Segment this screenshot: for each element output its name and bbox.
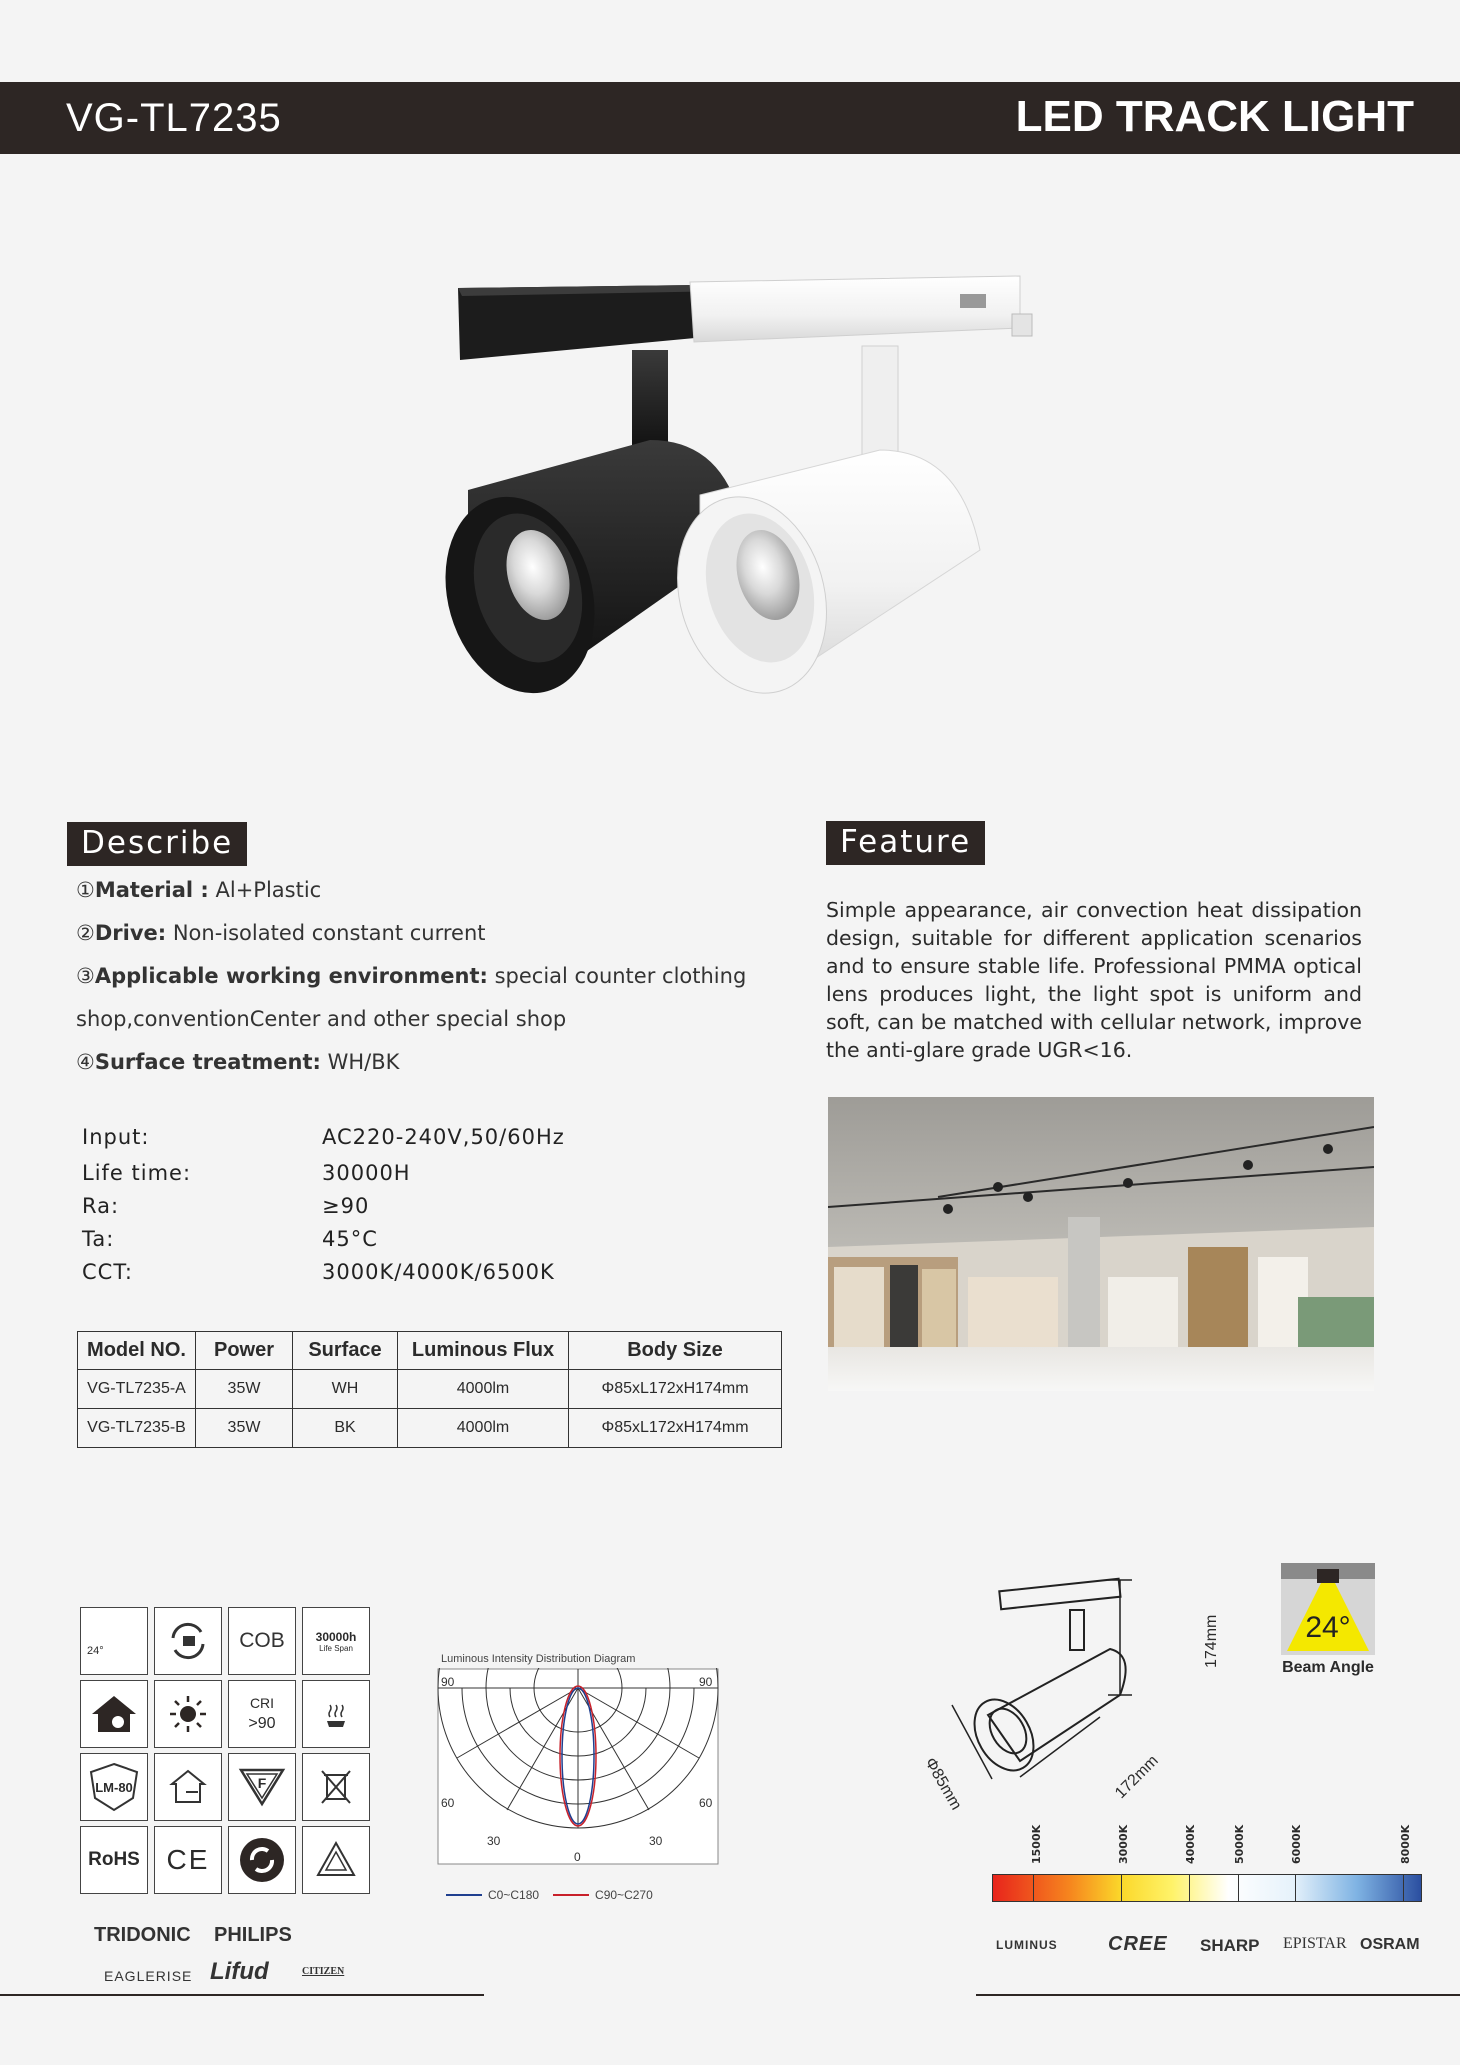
table-cell: 4000lm: [398, 1370, 569, 1409]
brand-philips: PHILIPS: [214, 1924, 292, 1946]
lm80-icon: [80, 1753, 148, 1821]
brand-osram: OSRAM: [1360, 1936, 1420, 1953]
desc-label: Surface treatment:: [94, 1050, 321, 1074]
desc-value: Non-isolated constant current: [166, 921, 486, 945]
cri-icon: [228, 1680, 296, 1748]
desc-surface: [76, 1050, 399, 1074]
recycle-icon: [302, 1826, 370, 1894]
f-mark-icon: [228, 1753, 296, 1821]
table-header: Model NO.: [78, 1332, 196, 1370]
rohs-label: RoHS: [88, 1849, 140, 1870]
spec-key-input: Input:: [82, 1125, 150, 1149]
model-table: [77, 1331, 782, 1448]
beam-angle-icon: [80, 1607, 148, 1675]
polar-label-0: 0: [574, 1850, 581, 1864]
table-cell: Φ85xL172xH174mm: [569, 1370, 782, 1409]
feature-heading: Feature: [826, 821, 985, 865]
polar-legend: [446, 1888, 653, 1902]
sun-icon: [154, 1680, 222, 1748]
spec-value-ra: ≥90: [322, 1194, 370, 1218]
lm80-label: LM-80: [95, 1779, 133, 1795]
beam-angle-label: Beam Angle: [1282, 1659, 1374, 1676]
polar-label-60-left: 60: [441, 1796, 455, 1810]
spec-key-cct: CCT:: [82, 1260, 133, 1284]
desc-num: ①: [76, 878, 95, 902]
table-cell: WH: [293, 1370, 398, 1409]
height-dimension: 174mm: [1203, 1614, 1220, 1668]
desc-label: Applicable working environment:: [94, 964, 488, 988]
brand-eaglerise: EAGLERISE: [104, 1968, 193, 1984]
table-cell: 4000lm: [398, 1409, 569, 1448]
c0-legend-label: C0~C180: [488, 1888, 540, 1902]
c0-legend-swatch: [446, 1894, 482, 1896]
table-cell: 35W: [196, 1409, 293, 1448]
product-image: [400, 270, 1040, 740]
polar-label-30-left: 30: [487, 1834, 501, 1848]
desc-value: Al+Plastic: [208, 878, 322, 902]
model-number: VG-TL7235: [66, 96, 282, 140]
desc-label: Drive:: [94, 921, 167, 945]
weee-bin-icon: [302, 1753, 370, 1821]
desc-value: WH/BK: [320, 1050, 400, 1074]
footer-line-right: [976, 1994, 1460, 1996]
application-photo: [828, 1097, 1374, 1391]
table-row: [78, 1370, 782, 1409]
table-header: Surface: [293, 1332, 398, 1370]
brand-sharp: SHARP: [1200, 1936, 1260, 1955]
cob-label: COB: [239, 1629, 285, 1652]
polar-title: Luminous Intensity Distribution Diagram: [441, 1653, 636, 1665]
cct-scale: [992, 1822, 1422, 1912]
desc-environment-cont: [76, 1007, 566, 1031]
lifespan-icon: [302, 1607, 370, 1675]
ce-icon: [154, 1826, 222, 1894]
lifespan-label: Life Span: [319, 1643, 353, 1653]
cct-tick-6000k: 6000K: [1290, 1824, 1303, 1864]
table-cell: Φ85xL172xH174mm: [569, 1409, 782, 1448]
cct-tick-1500k: 1500K: [1030, 1824, 1043, 1864]
c90-legend-swatch: [553, 1894, 589, 1896]
table-header-row: [78, 1332, 782, 1370]
cct-tick-8000k: 8000K: [1399, 1824, 1412, 1864]
desc-num: ③: [76, 964, 95, 988]
heat-dissipation-icon: [302, 1680, 370, 1748]
beam-angle-value: 24°: [1305, 1611, 1351, 1644]
product-category: LED TRACK LIGHT: [1015, 92, 1414, 141]
spec-value-ta: 45°C: [322, 1227, 378, 1251]
polar-plot: [437, 1668, 719, 1883]
brand-cree: CREE: [1108, 1933, 1168, 1955]
indoor-house-icon: [80, 1680, 148, 1748]
polar-label-90-left: 90: [441, 1675, 455, 1689]
table-cell: VG-TL7235-B: [78, 1409, 196, 1448]
header-bar: [0, 82, 1460, 154]
cct-tick-5000k: 5000K: [1233, 1824, 1246, 1864]
cri-label: CRI: [249, 1695, 275, 1711]
desc-label: Material :: [94, 878, 209, 902]
describe-heading: Describe: [67, 822, 247, 866]
brand-citizen: CITIZEN: [302, 1966, 345, 1977]
rotate-icon: [154, 1607, 222, 1675]
beam-angle-icon-label: 24°: [87, 1645, 104, 1657]
brand-luminus: LUMINUS: [996, 1938, 1058, 1952]
spec-key-lifetime: Life time:: [82, 1161, 192, 1185]
table-header: Power: [196, 1332, 293, 1370]
spec-key-ra: Ra:: [82, 1194, 120, 1218]
spec-value-input: AC220-240V,50/60Hz: [322, 1125, 565, 1149]
cob-icon: [228, 1607, 296, 1675]
polar-label-30-right: 30: [649, 1834, 663, 1848]
dimension-drawing: [920, 1565, 1160, 1795]
cct-tick-4000k: 4000K: [1184, 1824, 1197, 1864]
green-dot-icon: [228, 1826, 296, 1894]
desc-environment: [76, 964, 746, 988]
length-dimension: 172mm: [1112, 1752, 1162, 1803]
table-cell: VG-TL7235-A: [78, 1370, 196, 1409]
intensity-distribution-diagram: [437, 1650, 719, 1888]
cct-tick-3000k: 3000K: [1117, 1824, 1130, 1864]
polar-label-60-right: 60: [699, 1796, 713, 1810]
spec-value-lifetime: 30000H: [322, 1161, 411, 1185]
f-mark-label: F: [257, 1775, 267, 1791]
desc-num: ④: [76, 1050, 95, 1074]
desc-material: [76, 878, 321, 902]
brand-lifud: Lifud: [210, 1958, 269, 1985]
table-cell: BK: [293, 1409, 398, 1448]
indoor-use-icon: [154, 1753, 222, 1821]
ce-label: CE: [166, 1844, 210, 1875]
desc-value: shop,conventionCenter and other special shop: [76, 1007, 567, 1031]
table-row: [78, 1409, 782, 1448]
cct-gradient-bar: [992, 1874, 1422, 1902]
lifespan-number: 30000h: [315, 1629, 357, 1644]
spec-key-ta: Ta:: [82, 1227, 115, 1251]
rohs-icon: [80, 1826, 148, 1894]
feature-text: Simple appearance, air convection heat dissipation design, suitable for different application scenarios and to ensure stable life. Professional PMMA optical lens produces light, the light spot is uniform and soft, can be matched with cellular network, improve the anti-glare grade UGR<16.: [826, 898, 1362, 1062]
c90-legend-label: C90~C270: [595, 1888, 653, 1902]
table-cell: 35W: [196, 1370, 293, 1409]
certification-icon-grid: [80, 1607, 372, 1895]
diameter-dimension: Φ85mm: [921, 1755, 965, 1814]
beam-angle-badge: [1281, 1563, 1375, 1676]
spec-value-cct: 3000K/4000K/6500K: [322, 1260, 555, 1284]
desc-value: special counter clothing: [487, 964, 747, 988]
brand-tridonic: TRIDONIC: [94, 1924, 191, 1946]
cri-value: >90: [248, 1715, 276, 1732]
table-header: Body Size: [569, 1332, 782, 1370]
brand-epistar: EPISTAR: [1283, 1935, 1347, 1952]
desc-num: ②: [76, 921, 95, 945]
table-header: Luminous Flux: [398, 1332, 569, 1370]
footer-line-left: [0, 1994, 484, 1996]
desc-drive: [76, 921, 485, 945]
polar-label-90-right: 90: [699, 1675, 713, 1689]
